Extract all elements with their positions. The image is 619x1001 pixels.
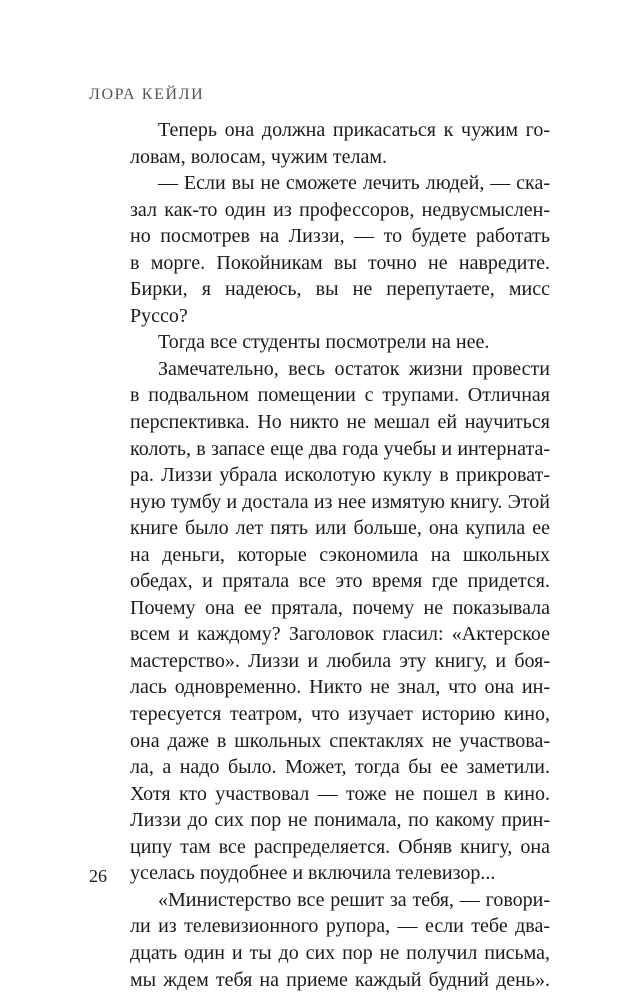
text-line: Теперь она должна прикасаться к чужим го-	[158, 119, 550, 141]
text-line: книге было лет пять или больше, она купила ее	[130, 517, 550, 540]
text-line: ную тумбу и достала из нее измятую книгу. Этой	[130, 490, 550, 513]
text-line: ли из телевизионного рупора, — если тебе два-	[130, 915, 550, 938]
text-line: в морге. Покойникам вы точно не навредите.	[130, 251, 550, 274]
text-line: мастерство». Лиззи и любила эту книгу, и боя-	[130, 649, 550, 672]
text-line: Бирки, я надеюсь, вы не перепутаете, мисс	[130, 278, 550, 301]
text-line: но посмотрев на Лиззи, — то будете работать	[130, 225, 550, 248]
text-line: — Если вы не сможете лечить людей, — ска-	[158, 172, 550, 195]
text-line: ра. Лиззи убрала исколотую куклу в прикроват-	[130, 464, 550, 487]
text-line: колоть, в запасе еще два года учебы и интерната-	[130, 437, 550, 460]
text-line: Почему она ее прятала, почему не показывала	[130, 596, 550, 619]
text-line: она даже в школьных спектаклях не участвова-	[130, 729, 550, 752]
text-line: мы ждем тебя на приеме каждый будний день».	[130, 968, 550, 991]
text-line: Лиззи до сих пор не понимала, по какому прин-	[130, 809, 550, 832]
text-line: тересуется театром, что изучает историю кино,	[130, 703, 550, 726]
text-line: всем и каждому? Заголовок гласил: «Актерское	[130, 623, 550, 646]
text-line: перспективка. Но никто не мешал ей научиться	[130, 411, 550, 434]
text-line: Замечательно, весь остаток жизни провести	[158, 357, 550, 380]
text-line: ципу там все распределяется. Обняв книгу, она	[130, 835, 550, 858]
text-line: Тогда все студенты посмотрели на нее.	[158, 331, 490, 354]
text-line: Хотя кто участвовал — тоже не пошел в кино.	[130, 782, 550, 805]
text-line: ла, а надо было. Может, тогда бы ее заметили.	[130, 756, 550, 779]
text-line: дцать один и ты до сих пор не получил письма,	[130, 941, 550, 964]
text-line: на деньги, которые сэкономила на школьных	[130, 543, 550, 566]
text-line: обедах, и прятала все это время где придется.	[130, 570, 550, 593]
page-number: 26	[89, 866, 107, 886]
text-line: «Министерство все решит за тебя, — говори-	[158, 888, 550, 911]
body-text	[130, 117, 550, 993]
running-head: ЛОРА КЕЙЛИ	[89, 86, 205, 103]
text-line: Руссо?	[130, 304, 188, 327]
text-line: зал как-то один из профессоров, недвусмыслен-	[130, 198, 550, 221]
text-line: лась одновременно. Никто не знал, что она ин-	[130, 676, 550, 699]
text-line: уселась поудобнее и включила телевизор...	[130, 862, 496, 885]
text-line: ловам, волосам, чужим телам.	[130, 145, 387, 168]
text-line: в подвальном помещении с трупами. Отличная	[130, 384, 550, 407]
